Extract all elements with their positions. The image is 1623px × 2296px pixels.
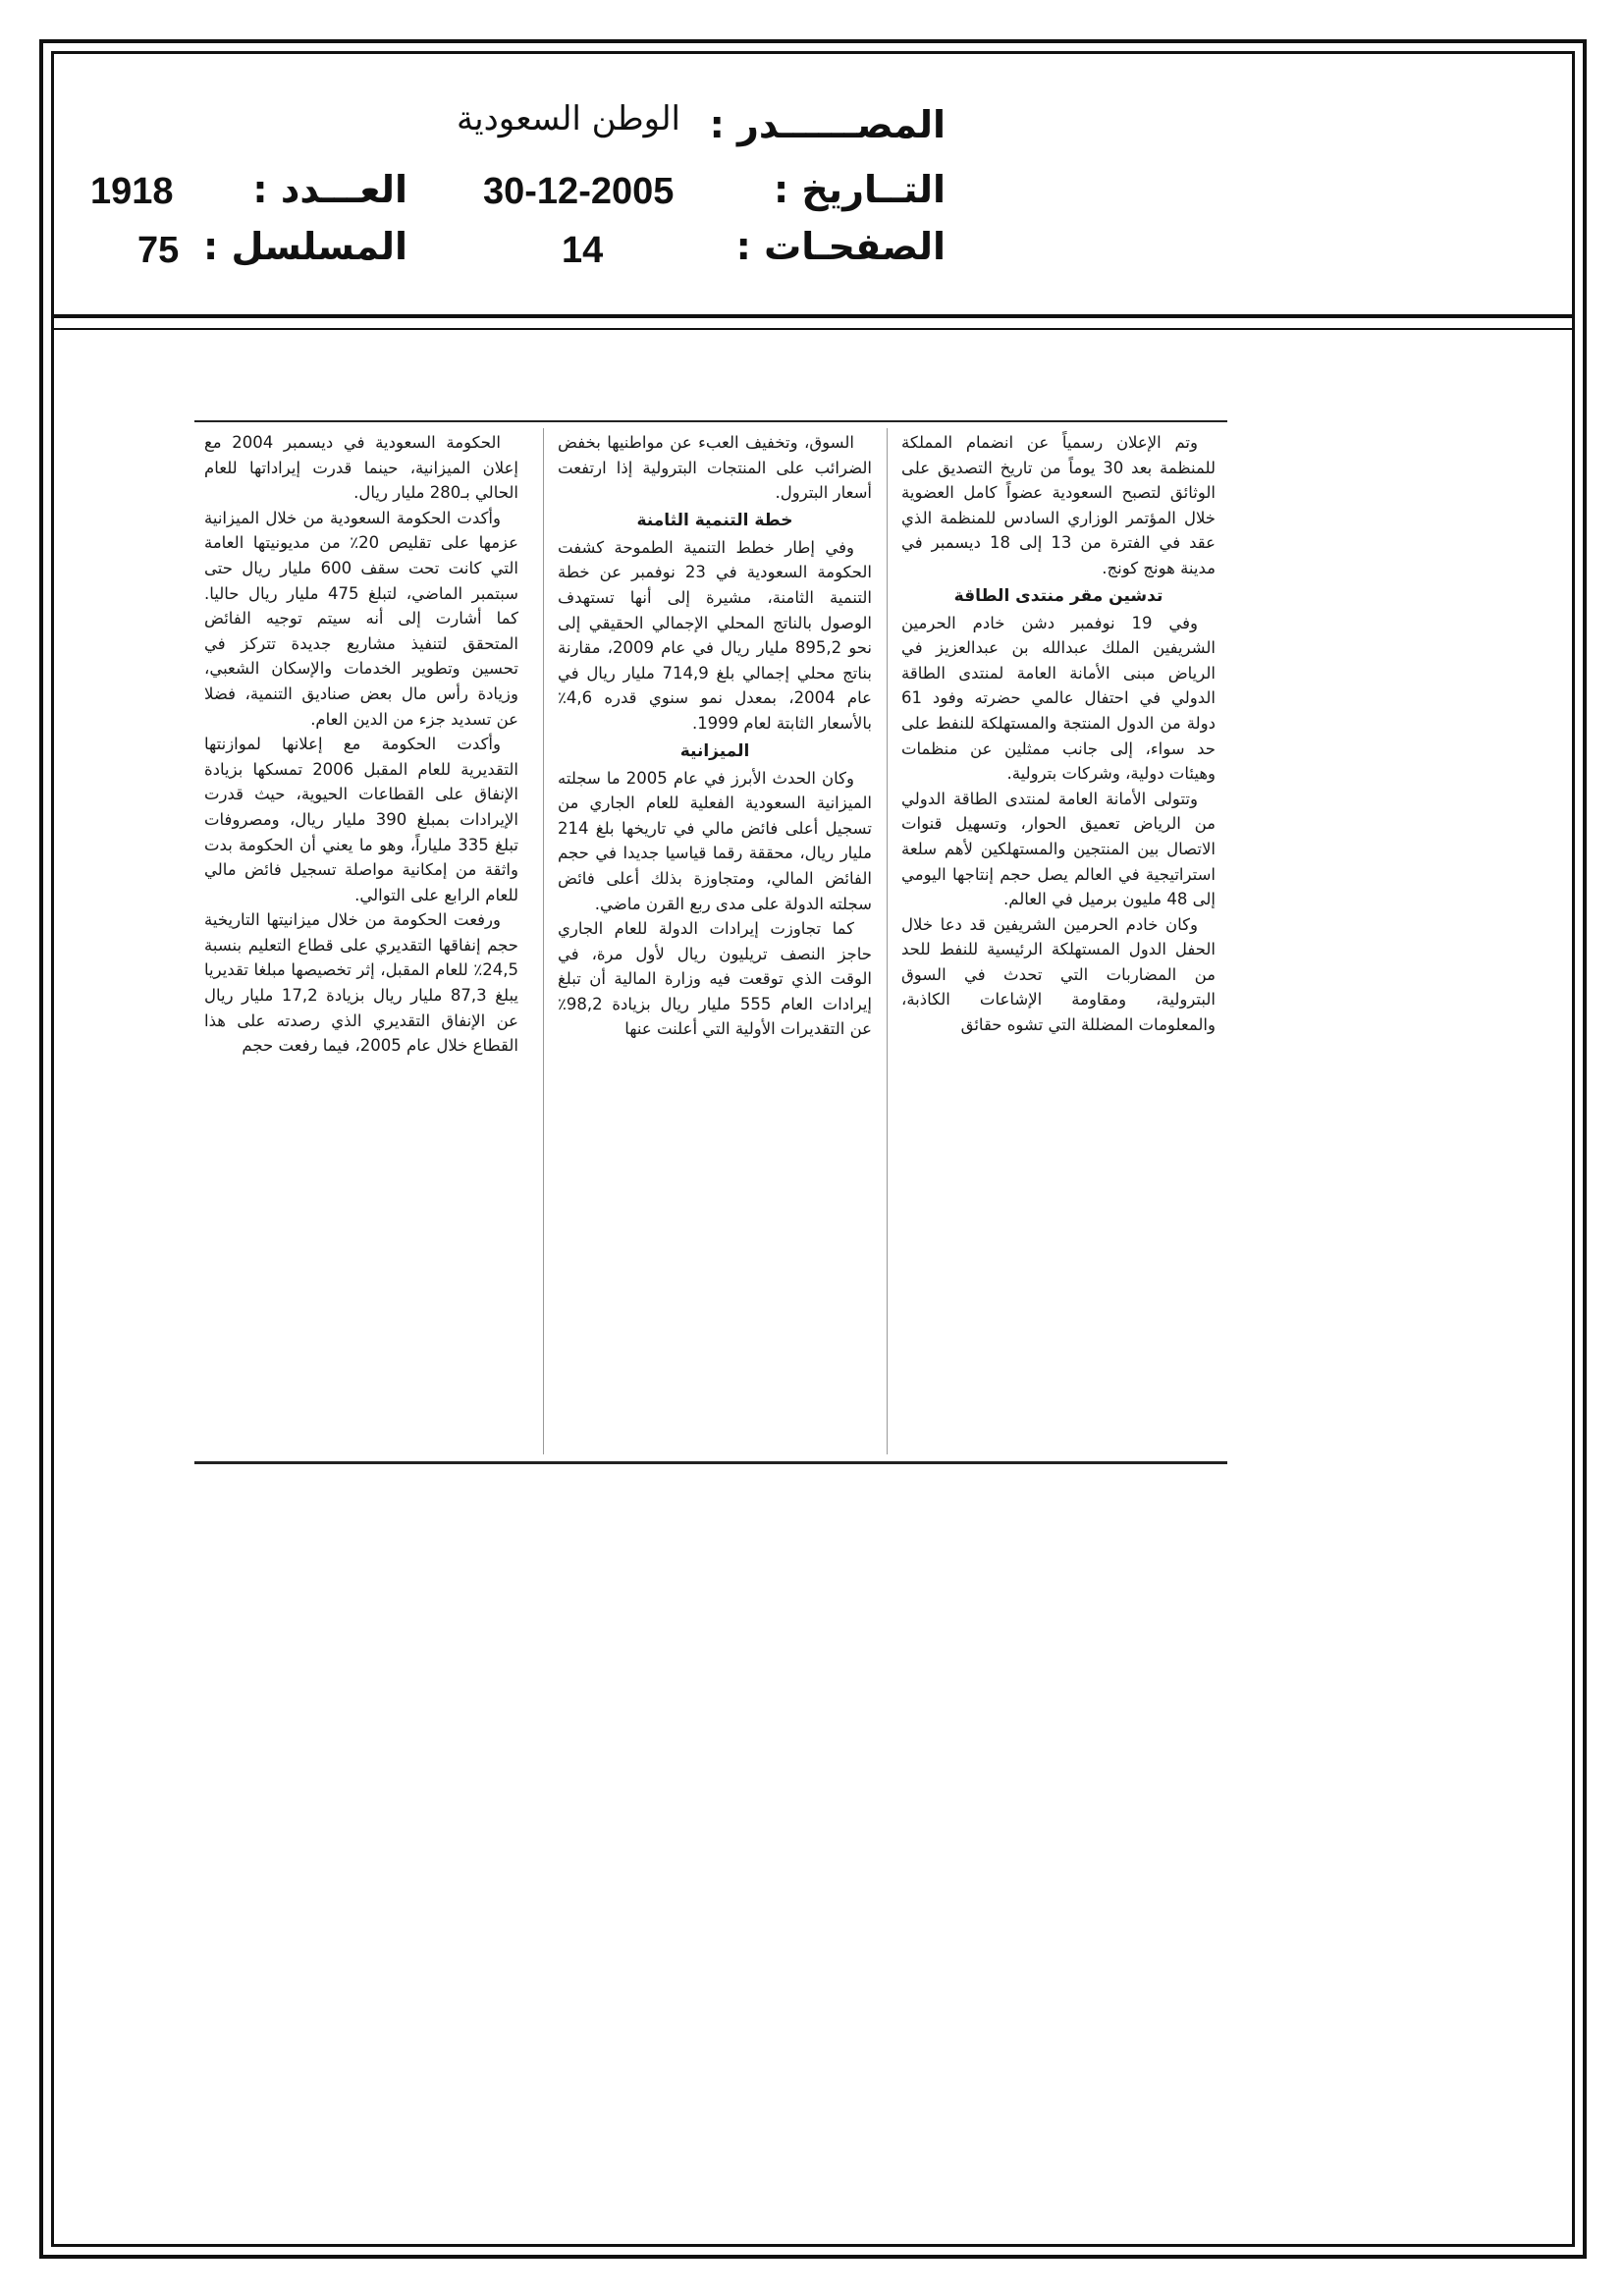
- source-label: المصــــــدر :: [709, 103, 946, 146]
- section-heading: الميزانية: [679, 740, 750, 761]
- paragraph: وتم الإعلان رسمياً عن انضمام المملكة للمنظمة بعد 30 يوماً من تاريخ التصديق على الوثائق لتصبح السعودية عضواً كامل العضوية خلال المؤتمر الوزاري السادس للمنظمة الذي عقد في الفترة من 13 إلى 18 ديسمبر في مدينة هونج كونج.: [901, 433, 1216, 577]
- section-heading: تدشين مقر منتدى الطاقة: [953, 585, 1163, 606]
- header-separator: [51, 314, 1575, 318]
- date-label: التــاريخ :: [773, 168, 946, 211]
- header-separator-thin: [51, 328, 1575, 330]
- pages-label: الصفحـات :: [735, 225, 946, 268]
- paragraph: وكان خادم الحرمين الشريفين قد دعا خلال الحفل الدول المستهلكة الرئيسية للنفط للحد من المضاربات التي تحدث في السوق البترولية، ومقاومة الإشاعات الكاذبة، والمعلومات المضللة التي تشوه حقائق: [901, 914, 1216, 1035]
- paragraph: السوق، وتخفيف العبء عن مواطنيها بخفض الضرائب على المنتجات البترولية إذا ارتفعت أسعار البترول.: [558, 433, 872, 503]
- pages-value: 14: [562, 230, 604, 271]
- paragraph: وأكدت الحكومة السعودية من خلال الميزانية عزمها على تقليص 20٪ من مديونيتها العامة التي كانت تحت سقف 600 مليار ريال حتى سبتمبر الماضي، لتبلغ 475 مليار ريال حاليا. كما أشارت إلى أنه سيتم توجيه الفائض المتحقق لتنفيذ مشاريع جديدة تتركز في تحسين وتطوير الخدمات والإسكان الشعبي، وزيادة رأس مال بعض صناديق التنمية، فضلا عن تسديد جزء من الدين العام.: [204, 508, 519, 729]
- paragraph: وكان الحدث الأبرز في عام 2005 ما سجلته الميزانية السعودية الفعلية للعام الجاري من تسجيل أعلى فائض مالي في تاريخها بلغ 214 مليار ريال، محققة رقما قياسيا جديدا في حجم الفائض المالي، ومتجاوزة بذلك أعلى فائض سجلته الدولة على مدى ربع القرن ماضي.: [558, 768, 872, 913]
- date-value: 30-12-2005: [483, 171, 675, 212]
- paragraph: وأكدت الحكومة مع إعلانها لموازنتها التقديرية للعام المقبل 2006 تمسكها بزيادة الإنفاق على القطاعات الحيوية، حيث قدرت الإيرادات بمبلغ 390 مليار ريال، ومصروفات تبلغ 335 ملياراً، وهو ما يعني أن الحكومة بدت واثقة من إمكانية مواصلة تسجيل فائض مالي للعام الرابع على التوالي.: [204, 735, 518, 904]
- paragraph: وتتولى الأمانة العامة لمنتدى الطاقة الدولي من الرياض تعميق الحوار، وتسهيل قنوات الاتصال بين المنتجين والمستهلكين لأهم سلعة استراتيجية في العالم يصل حجم إنتاجها اليومي إلى 48 مليون برميل في العالم.: [901, 789, 1216, 909]
- article-column-left: [204, 430, 518, 1059]
- column-rule: [887, 428, 888, 1454]
- paragraph: ورفعت الحكومة من خلال ميزانيتها التاريخية حجم إنفاقها التقديري على قطاع التعليم بنسبة 24,5٪ للعام المقبل، إثر تخصيصها مبلغا تقديريا يبلغ 87,3 مليار ريال بزيادة 17,2 مليار ريال عن الإنفاق التقديري الذي رصدته على هذا القطاع خلال عام 2005، فيما رفعت حجم: [204, 910, 519, 1056]
- paragraph: وفي إطار خطط التنمية الطموحة كشفت الحكومة السعودية في 23 نوفمبر عن خطة التنمية الثامنة، مشيرة إلى أنها تستهدف الوصول بالناتج المحلي الإجمالي الحقيقي إلى نحو 895,2 مليار ريال في عام 2009، مقارنة بناتج محلي إجمالي بلغ 714,9 مليار ريال في عام 2004، بمعدل نمو سنوي قدره 4,6٪ بالأسعار الثابتة لعام 1999.: [558, 537, 872, 733]
- article-column-right: [901, 430, 1216, 1038]
- clipping-bottom-rule: [194, 1461, 1227, 1464]
- paragraph: كما تجاوزت إيرادات الدولة للعام الجاري حاجز النصف تريليون ريال لأول مرة، في الوقت الذي توقعت فيه وزارة المالية أن تبلغ إيرادات العام 555 مليار ريال بزيادة 98,2٪ عن التقديرات الأولية التي أعلنت عنها: [558, 919, 872, 1039]
- column-rule: [543, 428, 544, 1454]
- paragraph: وفي 19 نوفمبر دشن خادم الحرمين الشريفين الملك عبدالله بن عبدالعزيز في الرياض مبنى الأمانة العامة لمنتدى الطاقة الدولي في احتفال عالمي حضرته وفود 61 دولة من الدول المنتجة والمستهلكة للنفط على حد سواء، إلى جانب ممثلين عن منظمات وهيئات دولية، وشركات بترولية.: [901, 613, 1216, 784]
- clipping-top-rule: [194, 420, 1227, 422]
- serial-value: 75: [137, 230, 180, 271]
- paragraph: الحكومة السعودية في ديسمبر 2004 مع إعلان الميزانية، حينما قدرت إيراداتها للعام الحالي بـ280 مليار ريال.: [204, 433, 518, 503]
- issue-label: العـــدد :: [252, 168, 407, 211]
- serial-label: المسلسل :: [203, 225, 407, 268]
- source-value: الوطن السعودية: [456, 99, 680, 138]
- article-column-middle: [558, 430, 872, 1042]
- newspaper-clipping: [194, 420, 1227, 1481]
- section-heading: خطة التنمية الثامنة: [636, 510, 793, 530]
- issue-value: 1918: [90, 171, 174, 212]
